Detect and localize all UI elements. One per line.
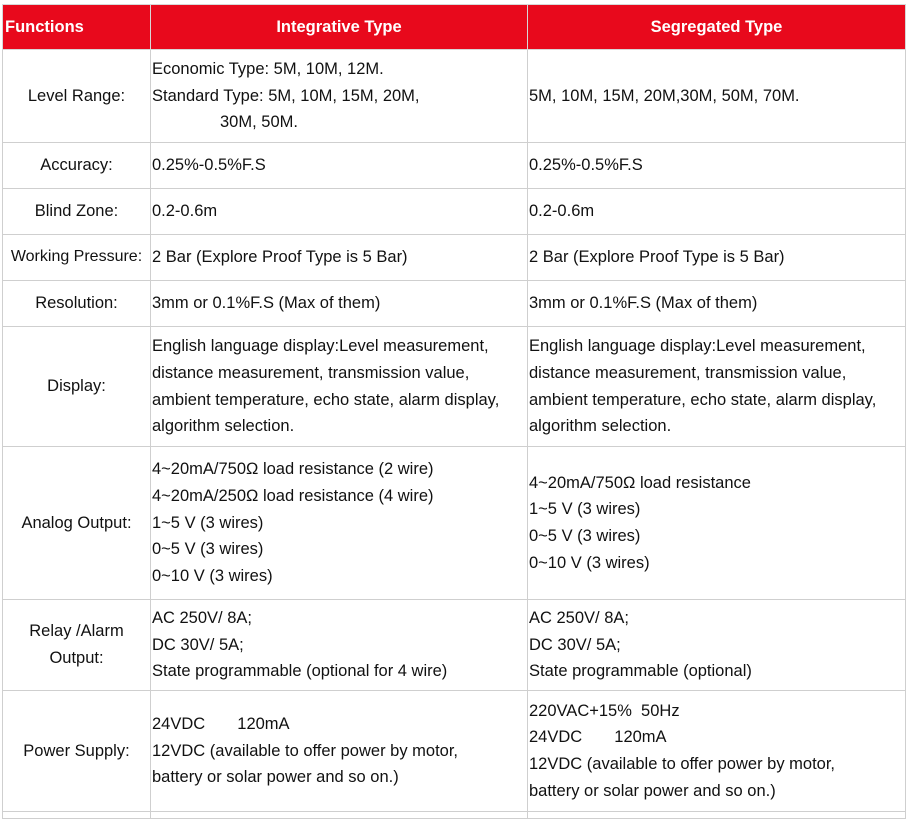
row-blind-zone — [3, 189, 906, 235]
row-level-range — [3, 50, 906, 143]
row-resolution — [3, 281, 906, 327]
header-integrative: Integrative Type — [151, 5, 528, 50]
label-level-range: Level Range: — [3, 50, 151, 143]
text-line: English language display:Level measurement, — [529, 337, 866, 356]
text-line: Economic Type: 5M, 10M, 12M. — [152, 59, 384, 78]
text-line: AC 250V/ 8A; — [529, 608, 629, 627]
label-line: Output: — [49, 649, 104, 667]
text-line: battery or solar power and so on.) — [529, 781, 776, 800]
cell-analog-output-segregated — [528, 447, 906, 600]
continuation-cell — [151, 812, 528, 819]
label-relay-alarm-output — [3, 600, 151, 691]
header-row — [3, 5, 906, 50]
text-line: 0.2-0.6m — [152, 202, 218, 221]
cell-level-range-segregated — [528, 50, 906, 143]
label-analog-output: Analog Output: — [3, 447, 151, 600]
text-line: distance measurement, transmission value, — [152, 363, 470, 382]
text-line: algorithm selection. — [529, 417, 672, 436]
text-line: AC 250V/ 8A; — [152, 608, 252, 627]
cell-relay-alarm-integrative — [151, 600, 528, 691]
text-line: 3mm or 0.1%F.S (Max of them) — [152, 294, 381, 313]
label-blind-zone: Blind Zone: — [3, 189, 151, 235]
continuation-cell — [3, 812, 151, 819]
text-line: 12VDC (available to offer power by motor, — [529, 755, 836, 773]
text-line: 0~10 V (3 wires) — [529, 553, 650, 572]
cell-working-pressure-integrative — [151, 235, 528, 281]
text-line: 24VDC 120mA — [529, 728, 667, 747]
text-line: 4~20mA/750Ω load resistance — [529, 473, 751, 492]
cell-analog-output-integrative — [151, 447, 528, 600]
label-power-supply: Power Supply: — [3, 691, 151, 812]
label-working-pressure: Working Pressure: — [3, 235, 151, 281]
text-line: 0~10 V (3 wires) — [152, 567, 273, 586]
header-functions: Functions — [3, 5, 151, 50]
label-accuracy: Accuracy: — [3, 143, 151, 189]
row-display — [3, 327, 906, 447]
text-line: ambient temperature, echo state, alarm display, — [152, 390, 500, 409]
cell-level-range-integrative — [151, 50, 528, 143]
row-working-pressure — [3, 235, 906, 281]
text-line: 0~5 V (3 wires) — [152, 540, 264, 559]
cell-power-supply-integrative — [151, 691, 528, 812]
row-analog-output — [3, 447, 906, 600]
text-line: 0~5 V (3 wires) — [529, 527, 641, 545]
text-line: 24VDC 120mA — [152, 714, 290, 733]
cell-working-pressure-segregated — [528, 235, 906, 281]
spec-table — [2, 4, 906, 819]
cell-resolution-integrative — [151, 281, 528, 327]
text-line: ambient temperature, echo state, alarm display, — [529, 390, 877, 409]
text-line: DC 30V/ 5A; — [529, 635, 621, 654]
cell-display-integrative — [151, 327, 528, 447]
cell-resolution-segregated — [528, 281, 906, 327]
cell-power-supply-segregated — [528, 691, 906, 812]
cell-blind-zone-integrative — [151, 189, 528, 235]
text-line: 2 Bar (Explore Proof Type is 5 Bar) — [529, 248, 785, 267]
text-line: 30M, 50M. — [220, 113, 298, 132]
text-line: 0.25%-0.5%F.S — [152, 156, 266, 175]
text-line: 2 Bar (Explore Proof Type is 5 Bar) — [152, 248, 408, 267]
label-line: Relay /Alarm — [29, 622, 124, 641]
text-line: 4~20mA/250Ω load resistance (4 wire) — [152, 486, 434, 505]
cell-display-segregated — [528, 327, 906, 447]
row-accuracy — [3, 143, 906, 189]
cell-accuracy-integrative — [151, 143, 528, 189]
text-line: Standard Type: 5M, 10M, 15M, 20M, — [152, 86, 420, 105]
text-line: battery or solar power and so on.) — [152, 768, 399, 787]
cell-blind-zone-segregated — [528, 189, 906, 235]
row-relay-alarm-output — [3, 600, 906, 691]
text-line: State programmable (optional for 4 wire) — [152, 662, 448, 681]
label-resolution: Resolution: — [3, 281, 151, 327]
label-display: Display: — [3, 327, 151, 447]
row-continuation — [3, 812, 906, 819]
row-power-supply — [3, 691, 906, 812]
cell-accuracy-segregated — [528, 143, 906, 189]
text-line: 4~20mA/750Ω load resistance (2 wire) — [152, 460, 434, 479]
text-line: algorithm selection. — [152, 417, 295, 436]
text-line: 12VDC (available to offer power by motor, — [152, 741, 459, 760]
text-line: State programmable (optional) — [529, 662, 752, 681]
text-line: 0.25%-0.5%F.S — [529, 156, 643, 175]
text-line: 1~5 V (3 wires) — [529, 500, 641, 519]
text-line: DC 30V/ 5A; — [152, 635, 244, 654]
text-line: 1~5 V (3 wires) — [152, 513, 264, 532]
text-line: 220VAC+15% 50Hz — [529, 701, 680, 720]
text-line: 3mm or 0.1%F.S (Max of them) — [529, 294, 758, 313]
header-segregated: Segregated Type — [528, 5, 906, 50]
text-line: English language display:Level measurement, — [152, 337, 489, 356]
text-line: 0.2-0.6m — [529, 202, 595, 221]
text-line: 5M, 10M, 15M, 20M,30M, 50M, 70M. — [529, 86, 800, 105]
text-line: distance measurement, transmission value, — [529, 363, 847, 382]
cell-relay-alarm-segregated — [528, 600, 906, 691]
continuation-cell — [528, 812, 906, 819]
